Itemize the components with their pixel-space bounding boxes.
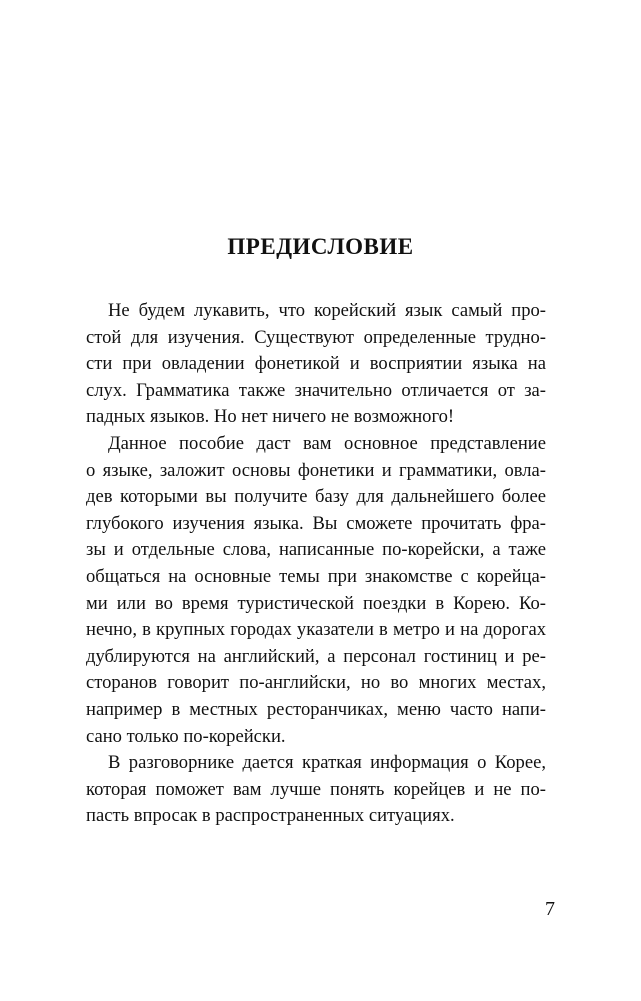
text-line: Данное пособие даст вам основное представление [108,432,546,454]
text-line: глубокого изучения языка. Вы сможете прочитать фра- [86,512,546,534]
text-line: общаться на основные темы при знакомстве с корейца- [86,565,546,587]
text-line: сано только по-корейски. [86,725,286,747]
text-line: которая поможет вам лучше понять корейцев и не по- [86,778,546,800]
text-line: дев которыми вы получите базу для дальнейшего более [86,486,546,508]
text-line: пасть впросак в распространенных ситуациях. [86,805,455,827]
page-title: ПРЕДИСЛОВИЕ [227,234,414,259]
text-line: Не будем лукавить, что корейский язык самый про- [108,300,546,321]
text-line: о языке, заложит основы фонетики и грамматики, овла- [86,459,546,481]
page-number: 7 [545,898,555,920]
text-line: например в местных ресторанчиках, меню часто напи- [86,698,546,720]
text-line: сторанов говорит по-английски, но во многих местах, [86,672,546,694]
text-line: зы и отдельные слова, написанные по-корейски, а таже [86,539,546,561]
text-line: стой для изучения. Существуют определенные трудно- [86,326,546,348]
text-line: В разговорнике дается краткая информация о Корее, [108,752,546,774]
text-line: дублируются на английский, а персонал гостиниц и ре- [86,645,546,667]
text-line: ми или во время туристической поездки в Корею. Ко- [86,592,546,614]
text-line: сти при овладении фонетикой и восприятии языка на [86,353,546,375]
preface-text [86,298,546,830]
text-line: нечно, в крупных городах указатели в метро и на дорогах [86,619,546,641]
text-line: слух. Грамматика также значительно отличается от за- [86,379,546,401]
text-line: падных языков. Но нет ничего не возможного! [86,406,455,428]
